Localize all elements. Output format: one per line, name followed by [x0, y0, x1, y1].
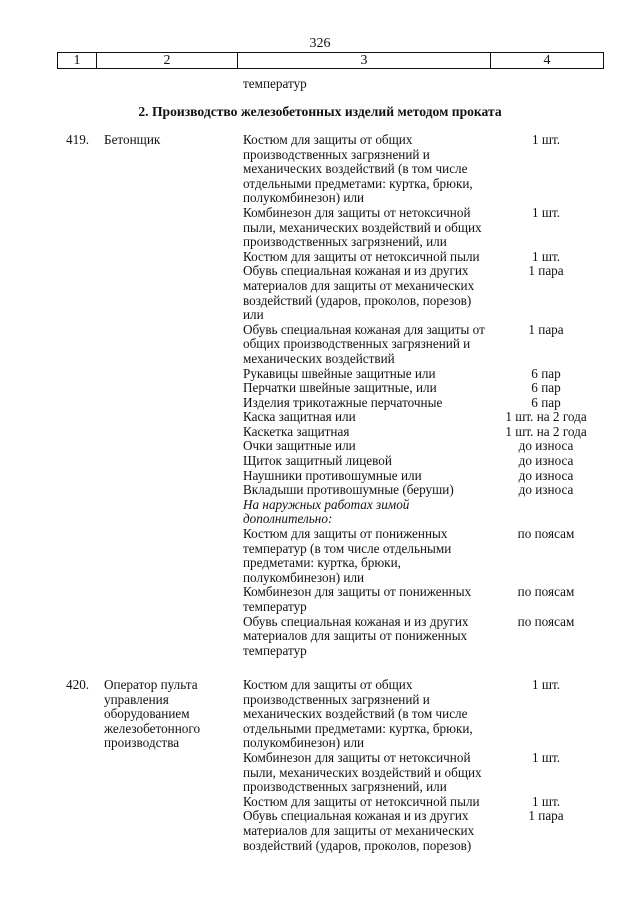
list-item [243, 454, 613, 469]
list-item [243, 469, 613, 484]
item-quantity: до износа [518, 482, 574, 498]
item-quantity: 1 шт. [531, 677, 561, 692]
profession-name: Бетонщик [104, 132, 161, 147]
item-list [243, 133, 613, 658]
list-item [243, 809, 613, 853]
item-quantity: до износа [518, 438, 574, 454]
item-name: Обувь специальная кожаная и из других материалов для защиты от механических воздействий (ударов, проколов, порезов) [243, 808, 475, 853]
list-item [243, 367, 613, 382]
item-name: Костюм для защиты от общих производственных загрязнений и механических воздействий (в том числе отдельными предметами: куртка, брюки, полукомбинезон) или [243, 677, 473, 751]
list-item [243, 527, 613, 585]
item-quantity: 1 шт. на 2 года [505, 409, 587, 425]
entry-number: 419. [66, 132, 90, 147]
list-item [243, 615, 613, 659]
list-item [243, 498, 613, 527]
item-name: Обувь специальная кожаная и из других материалов для защиты от механических воздействий (ударов, проколов, порезов) или [243, 263, 475, 323]
item-name: Каскетка защитная [243, 423, 350, 439]
page-number: 326 [309, 36, 331, 51]
item-name: Изделия трикотажные перчаточные [243, 394, 443, 410]
item-name: Костюм для защиты от нетоксичной пыли [243, 248, 480, 264]
item-name: Щиток защитный лицевой [243, 453, 392, 469]
column-3-header: 3 [238, 53, 491, 69]
item-name: Обувь специальная кожаная для защиты от общих производственных загрязнений и механических воздействий [243, 321, 485, 366]
item-quantity: 1 пара [528, 263, 564, 279]
item-quantity: до износа [518, 453, 574, 469]
item-name: Комбинезон для защиты от нетоксичной пыли, механических воздействий и общих производственных загрязнений, или [243, 204, 482, 250]
item-quantity: 6 пар [531, 380, 561, 396]
item-name: Наушники противошумные или [243, 467, 422, 483]
list-item [243, 751, 613, 795]
item-quantity: 1 пара [528, 321, 564, 337]
item-quantity: 1 пара [528, 808, 564, 824]
item-name: Очки защитные или [243, 438, 356, 454]
item-name: Костюм для защиты от пониженных температур (в том числе отдельными предметами: куртка, брюки, полукомбинезон) или [243, 526, 452, 585]
list-item [243, 585, 613, 614]
item-quantity [491, 498, 601, 527]
item-name: Комбинезон для защиты от нетоксичной пыли, механических воздействий и общих производственных загрязнений, или [243, 749, 482, 795]
item-quantity: 1 шт. [531, 132, 561, 147]
list-item [243, 678, 613, 751]
list-item [243, 795, 613, 810]
item-name: Костюм для защиты от общих производственных загрязнений и механических воздействий (в том числе отдельными предметами: куртка, брюки, полукомбинезон) или [243, 132, 473, 206]
list-item [243, 250, 613, 265]
item-quantity: 1 шт. [531, 793, 561, 809]
item-name: Комбинезон для защиты от пониженных температур [243, 584, 472, 614]
item-quantity: 1 шт. [531, 749, 561, 765]
list-item [243, 425, 613, 440]
column-1-header: 1 [58, 53, 97, 69]
item-quantity: 1 шт. [531, 248, 561, 264]
item-quantity: 1 шт. [531, 204, 561, 220]
continuation-text: температур [243, 76, 307, 91]
list-item [243, 264, 613, 322]
item-quantity: 6 пар [531, 365, 561, 381]
item-quantity: по поясам [517, 526, 575, 542]
item-quantity: 6 пар [531, 394, 561, 410]
list-item [243, 323, 613, 367]
item-name: Каска защитная или [243, 409, 356, 425]
list-item [243, 396, 613, 411]
item-name: Обувь специальная кожаная и из других материалов для защиты от пониженных температур [243, 613, 469, 658]
column-number-header [57, 52, 604, 69]
list-item [243, 381, 613, 396]
list-item [243, 410, 613, 425]
section-title: 2. Производство железобетонных изделий методом проката [138, 104, 502, 119]
column-2-header: 2 [97, 53, 238, 69]
list-item [243, 483, 613, 498]
list-item [243, 133, 613, 206]
list-item [243, 439, 613, 454]
item-quantity: 1 шт. на 2 года [505, 423, 587, 439]
item-quantity: до износа [518, 467, 574, 483]
item-list [243, 678, 613, 853]
entry-number: 420. [66, 677, 90, 692]
item-name: Костюм для защиты от нетоксичной пыли [243, 793, 480, 809]
column-4-header: 4 [491, 53, 604, 69]
list-item [243, 206, 613, 250]
item-quantity: по поясам [517, 584, 575, 600]
item-name: Вкладыши противошумные (беруши) [243, 482, 454, 498]
item-name: Рукавицы швейные защитные или [243, 365, 436, 381]
item-name: Перчатки швейные защитные, или [243, 380, 437, 396]
profession-name: Оператор пульта управления оборудованием железобетонного производства [104, 677, 201, 751]
winter-note: На наружных работах зимой дополнительно: [243, 496, 410, 527]
item-quantity: по поясам [517, 613, 575, 629]
